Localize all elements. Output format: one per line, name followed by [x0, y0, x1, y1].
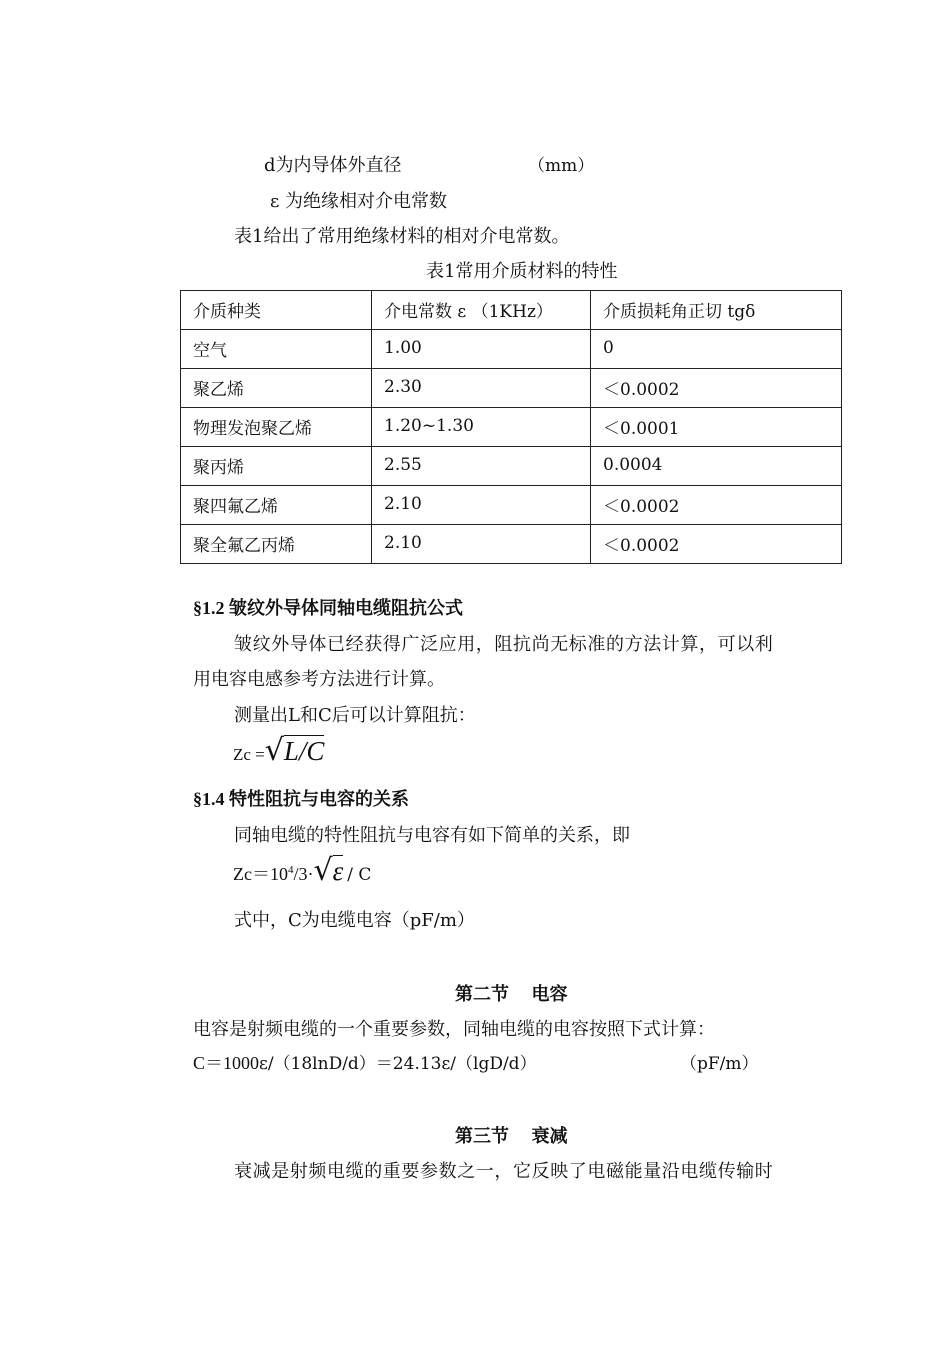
section-heading-1-4: §1.4 特性阻抗与电容的关系 — [193, 789, 409, 809]
table-cell: 2.30 — [372, 369, 591, 408]
d-unit: （mm） — [528, 156, 595, 176]
table-cell: 物理发泡聚乙烯 — [181, 408, 372, 447]
d-definition: d为内导体外直径 — [264, 155, 402, 176]
table-cell: 0.0004 — [591, 447, 842, 486]
table-cell: 聚丙烯 — [181, 447, 372, 486]
capacitance-unit: （pF/m） — [680, 1054, 759, 1074]
section-1-4-note: 式中，C为电缆电容（pF/m） — [234, 910, 475, 931]
section-2-para1: 电容是射频电缆的一个重要参数，同轴电缆的电容按照下式计算： — [193, 1019, 715, 1040]
formula-lhs: Zc = — [233, 745, 265, 764]
table-row — [181, 408, 842, 447]
table-header-row — [181, 291, 842, 330]
section-1-2-para1-line1: 皱纹外导体已经获得广泛应用，阻抗尚无标准的方法计算，可以利 — [234, 634, 774, 655]
epsilon-definition: ε 为绝缘相对介电常数 — [270, 191, 448, 212]
formula-lhs: C＝1000 — [193, 1053, 260, 1073]
table-cell: 聚全氟乙丙烯 — [181, 525, 372, 564]
table-cell: ＜0.0002 — [591, 486, 842, 525]
formula-lhs: Zc＝10 — [233, 864, 288, 884]
section-1-2-para2: 测量出L和C后可以计算阻抗： — [234, 705, 476, 726]
table-cell: 2.10 — [372, 486, 591, 525]
formula-exponent: 4 — [287, 864, 294, 876]
formula-rest: ε/（18lnD/d）＝24.13ε/（lgD/d） — [259, 1054, 537, 1074]
materials-table — [180, 290, 842, 564]
table-cell: 2.10 — [372, 525, 591, 564]
section-1-4-para1: 同轴电缆的特性阻抗与电容有如下简单的关系，即 — [234, 825, 630, 846]
table-caption: 表1常用介质材料的特性 — [426, 261, 618, 282]
sqrt-icon: √L/C — [264, 733, 325, 768]
table-cell: 1.00 — [372, 330, 591, 369]
table-cell: ＜0.0001 — [591, 408, 842, 447]
capacitance-formula — [193, 1049, 537, 1075]
section-heading-3: 第三节 衰减 — [455, 1126, 568, 1146]
header-cell: 介电常数 ε （1KHz） — [372, 291, 591, 330]
formula-radicand: ε — [332, 856, 344, 886]
table-row — [181, 369, 842, 408]
table-intro: 表1给出了常用绝缘材料的相对介电常数。 — [234, 226, 570, 247]
sqrt-icon: √ε — [313, 853, 344, 888]
section-1-2-para1-line2: 用电容电感参考方法进行计算。 — [193, 669, 445, 690]
table-cell: 聚乙烯 — [181, 369, 372, 408]
table-cell: 空气 — [181, 330, 372, 369]
formula-radicand: L/C — [283, 736, 325, 766]
table-cell: 1.20~1.30 — [372, 408, 591, 447]
impedance-formula-lc — [233, 733, 324, 768]
table-cell: 聚四氟乙烯 — [181, 486, 372, 525]
table-cell: ＜0.0002 — [591, 525, 842, 564]
section-3-para1: 衰减是射频电缆的重要参数之一，它反映了电磁能量沿电缆传输时 — [234, 1161, 774, 1182]
table-cell: ＜0.0002 — [591, 369, 842, 408]
formula-mid: /3· — [293, 864, 314, 884]
header-cell: 介质种类 — [181, 291, 372, 330]
table-cell: 0 — [591, 330, 842, 369]
table-cell: 2.55 — [372, 447, 591, 486]
section-heading-1-2: §1.2 皱纹外导体同轴电缆阻抗公式 — [193, 598, 463, 618]
formula-tail: / C — [347, 865, 372, 885]
table-row — [181, 525, 842, 564]
table-row — [181, 486, 842, 525]
header-cell: 介质损耗角正切 tgδ — [591, 291, 842, 330]
section-heading-2: 第二节 电容 — [455, 984, 568, 1004]
impedance-capacitance-formula — [233, 853, 371, 888]
table-row — [181, 447, 842, 486]
table-row — [181, 330, 842, 369]
